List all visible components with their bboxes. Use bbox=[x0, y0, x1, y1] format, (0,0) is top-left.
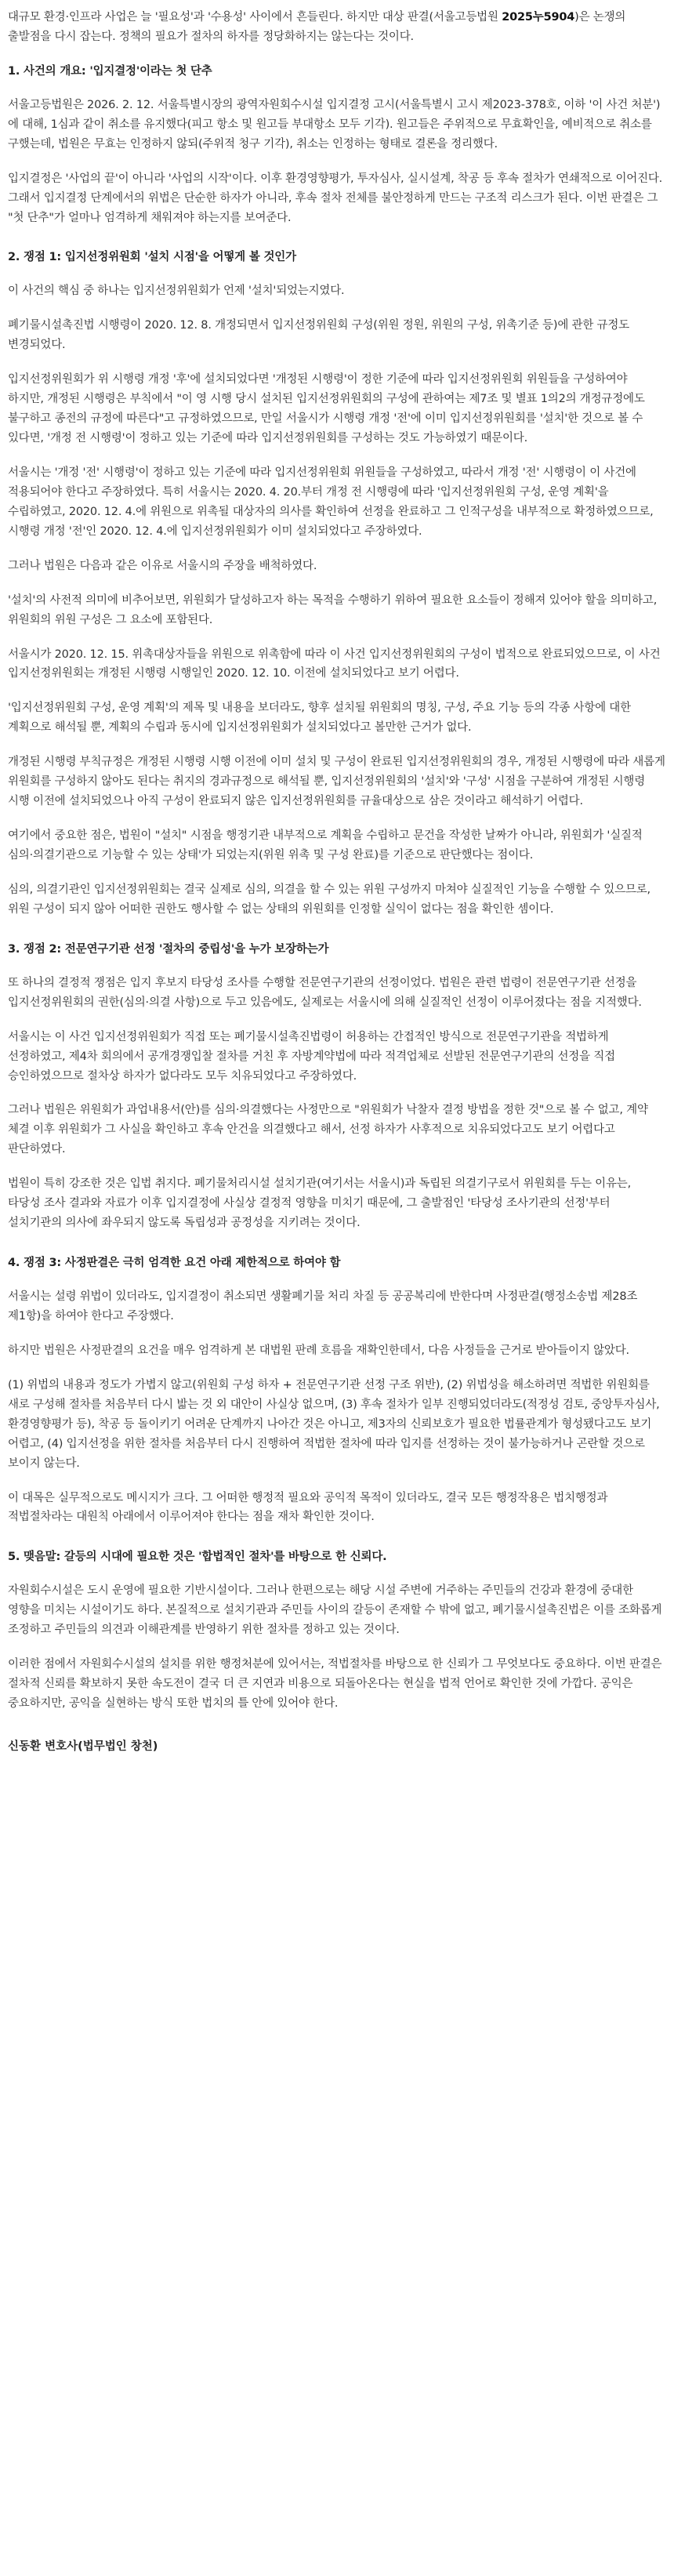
section-heading: 1. 사건의 개요: '입지결정'이라는 첫 단추 bbox=[8, 64, 212, 78]
paragraph: 자원회수시설은 도시 운영에 필요한 기반시설이다. 그러나 한편으로는 해당 시설 주변에 거주하는 주민들의 건강과 환경에 중대한 영향을 미치는 시설이기도 하다. 본질적으로 설치기관과 주민들 사이의 갈등이 존재할 수 밖에 없고, 폐기물시설촉진법은 이를 조화롭게 조정하고 주민들의 의견과 이해관계를 반영하기 위한 절차를 정하고 있는 것이다. bbox=[8, 1584, 662, 1637]
paragraph: (1) 위법의 내용과 정도가 가볍지 않고(위원회 구성 하자 + 전문연구기관 선정 구조 위반), (2) 위법성을 해소하려면 적법한 위원회를 새로 구성해 절차를 처음부터 다시 밟는 것 외 대안이 사실상 없으며, (3) 후속 절차가 일부 진행되었더라도(적정성 검토, 중앙투자심사, 환경영향평가 등), 착공 등 돌이키기 어려운 단계까지 나아간 것은 아니고, 제3자의 신뢰보호가 필요한 법률관계가 형성됐다고도 보기 어렵고, (4) 입지선정을 위한 절차를 처음부터 다시 진행하여 적법한 절차에 따라 입지를 선정하는 것이 불가능하거나 곤란할 것으로 보이지 않는다. bbox=[8, 1378, 660, 1470]
paragraph: 서울시는 이 사건 입지선정위원회가 직접 또는 폐기물시설촉진법령이 허용하는 간접적인 방식으로 전문연구기관을 적법하게 선정하였고, 제4차 회의에서 공개경쟁입찰 절차를 거친 후 자방계약법에 따라 적격업체로 선발된 전문연구기관의 선정을 직접 승인하였으므로 절차상 하자가 없다라도 모두 치유되었다고 주장하였다. bbox=[8, 1030, 615, 1083]
paragraph: 그러나 법원은 위원회가 과업내용서(안)를 심의·의결했다는 사정만으로 "위원회가 낙찰자 결정 방법을 정한 것"으로 볼 수 없고, 계약 체결 이후 위원회가 그 사실을 확인하고 후속 안건을 의결했다고 해서, 선정 하자가 사후적으로 치유되었다고도 보기 어렵다고 판단하였다. bbox=[8, 1104, 648, 1156]
section-heading: 2. 쟁점 1: 입지선정위원회 '설치 시점'을 어떻게 볼 것인가 bbox=[8, 251, 296, 264]
paragraph: '입지선정위원회 구성, 운영 계획'의 제목 및 내용을 보더라도, 향후 설치될 위원회의 명칭, 구성, 주요 기능 등의 각종 사항에 대한 계획으로 해석될 뿐, 계획의 수립과 동시에 입지선정위원회가 설치되었다고 볼만한 근거가 없다. bbox=[8, 702, 631, 735]
paragraph: 법원이 특히 강조한 것은 입법 취지다. 폐기물처리시설 설치기관(여기서는 서울시)과 독립된 의결기구로서 위원회를 두는 이유는, 타당성 조사 결과와 자료가 이후 입지결정에 사실상 결정적 영향을 미치기 때문에, 그 출발점인 '타당성 조사기관의 선정'부터 설치기관의 의사에 좌우되지 않도록 독립성과 공정성을 지키려는 것이다. bbox=[8, 1177, 632, 1230]
paragraph: 하지만 법원은 사정판결의 요건을 매우 엄격하게 본 대법원 판례 흐름을 재확인한데서, 다음 사정들을 근거로 받아들이지 않았다. bbox=[8, 1344, 629, 1357]
paragraph: 이 사건의 핵심 중 하나는 입지선정위원회가 언제 '설치'되었는지였다. bbox=[8, 285, 345, 298]
paragraph: 개정된 시행령 부칙규정은 개정된 시행령 시행 이전에 이미 설치 및 구성이 완료된 입지선정위원회의 경우, 개정된 시행령에 따라 새롭게 위원회를 구성하지 않아도 된다는 취지의 경과규정으로 해석될 뿐, 입지선정위원회의 '설치'와 '구성' 시점을 구분하여 개정된 시행령 시행 이전에 설치되었으나 아직 구성이 완료되지 않은 입지선정위원회를 규율대상으로 삼은 것이라고 해석하기 어렵다. bbox=[8, 756, 665, 808]
author-signature: 신동환 변호사(법무법인 창천) bbox=[8, 1740, 158, 1753]
paragraph: 서울시는 설령 위법이 있더라도, 입지결정이 취소되면 생활폐기물 처리 차질 등 공공복리에 반한다며 사정판결(행정소송법 제28조 제1항)을 하여야 한다고 주장했다. bbox=[8, 1290, 638, 1322]
paragraph: 입지결정은 '사업의 끝'이 아니라 '사업의 시작'이다. 이후 환경영향평가, 투자심사, 실시설계, 착공 등 후속 절차가 연쇄적으로 이어진다. 그래서 입지결정 단계에서의 위법은 단순한 하자가 아니라, 후속 절차 전체를 불안정하게 만드는 구조적 리스크가 된다. 이번 판결은 그 "첫 단추"가 얼마나 엄격하게 채워져야 하는지를 보여준다. bbox=[8, 172, 663, 224]
paragraph: 폐기물시설촉진법 시행령이 2020. 12. 8. 개정되면서 입지선정위원회 구성(위원 정원, 위원의 구성, 위촉기준 등)에 관한 규정도 변경되었다. bbox=[8, 319, 629, 352]
intro-text-before: 대규모 환경·인프라 사업은 늘 '필요성'과 '수용성' 사이에서 흔들린다. 하지만 대상 판결(서울고등법원 bbox=[8, 11, 502, 24]
paragraph: 또 하나의 결정적 쟁점은 입지 후보지 타당성 조사를 수행할 전문연구기관의 선정이었다. 법원은 관련 법령이 전문연구기관 선정을 입지선정위원회의 권한(심의·의결 사항)으로 두고 있음에도, 실제로는 서울시에 의해 실질적인 선정이 이루어졌다는 점을 지적했다. bbox=[8, 976, 642, 1009]
paragraph: 서울시가 2020. 12. 15. 위촉대상자들을 위원으로 위촉함에 따라 이 사건 입지선정위원회의 구성이 법적으로 완료되었으므로, 이 사건 입지선정위원회는 개정된 시행령 시행일인 2020. 12. 10. 이전에 설치되었다고 보기 어렵다. bbox=[8, 648, 661, 680]
paragraph: 서울고등법원은 2026. 2. 12. 서울특별시장의 광역자원회수시설 입지결정 고시(서울특별시 고시 제2023-378호, 이하 '이 사건 처분')에 대해, 1심과 같이 취소를 유지했다(피고 항소 및 원고들 부대항소 모두 기각). 원고들은 주위적으로 무효확인을, 예비적으로 취소를 구했는데, 법원은 무효는 인정하지 않되(주위적 청구 기각), 취소는 인정하는 형태로 결론을 정리했다. bbox=[8, 98, 661, 151]
paragraph: 이러한 점에서 자원회수시설의 설치를 위한 행정처분에 있어서는, 적법절차를 바탕으로 한 신뢰가 그 무엇보다도 중요하다. 이번 판결은 절차적 신뢰를 확보하지 못한 속도전이 결국 더 큰 지연과 비용으로 되돌아온다는 현실을 법적 언어로 확인한 것에 가깝다. 공익은 중요하지만, 공익을 실현하는 방식 또한 법치의 틀 안에 있어야 한다. bbox=[8, 1658, 662, 1710]
section-heading: 5. 맺음말: 갈등의 시대에 필요한 것은 '합법적인 절차'를 바탕으로 한 신뢰다. bbox=[8, 1551, 387, 1564]
paragraph: 그러나 법원은 다음과 같은 이유로 서울시의 주장을 배척하였다. bbox=[8, 559, 317, 572]
case-number: 2025누5904 bbox=[502, 11, 575, 24]
section-heading: 3. 쟁점 2: 전문연구기관 선정 '절차의 중립성'을 누가 보장하는가 bbox=[8, 942, 329, 956]
paragraph: 심의, 의결기관인 입지선정위원회는 결국 실제로 심의, 의결을 할 수 있는 위원 구성까지 마쳐야 실질적인 기능을 수행할 수 있으므로, 위원 구성이 되지 않아 어떠한 권한도 행사할 수 없는 상태의 위원회를 인정할 실익이 없다는 점을 확인한 셈이다. bbox=[8, 883, 650, 916]
paragraph: 입지선정위원회가 위 시행령 개정 '후'에 설치되었다면 '개정된 시행령'이 정한 기준에 따라 입지선정위원회 위원들을 구성하여야 하지만, 개정된 시행령은 부칙에서 "이 영 시행 당시 설치된 입지선정위원회의 구성에 관하여는 제7조 및 별표 1의2의 개정규정에도 불구하고 종전의 규정에 따른다"고 규정하였으므로, 만일 서울시가 시행령 개정 '전'에 이미 입지선정위원회를 '설치'한 것으로 볼 수 있다면, '개정 전 시행령'이 정하고 있는 기준에 따라 입지선정위원회를 구성하는 것도 가능하였기 때문이다. bbox=[8, 373, 645, 444]
article-body bbox=[8, 0, 666, 1783]
paragraph: 여기에서 중요한 점은, 법원이 "설치" 시점을 행정기관 내부적으로 계획을 수립하고 문건을 작성한 날짜가 아니라, 위원회가 '실질적 심의·의결기관으로 기능할 수 있는 상태'가 되었는지(위원 위촉 및 구성 완료)를 기준으로 판단했다는 점이다. bbox=[8, 829, 643, 862]
section-heading: 4. 쟁점 3: 사정판결은 극히 엄격한 요건 아래 제한적으로 하여야 함 bbox=[8, 1257, 341, 1270]
intro-text-after: )은 논쟁의 출발점을 다시 잡는다. 정책의 필요가 절차의 하자를 정당화하지는 않는다는 것이다. bbox=[8, 11, 626, 43]
paragraph: 이 대목은 실무적으로도 메시지가 크다. 그 어떠한 행정적 필요와 공익적 목적이 있더라도, 결국 모든 행정작용은 법치행정과 적법절차라는 대원칙 아래에서 이루어져야 한다는 점을 재차 확인한 것이다. bbox=[8, 1491, 608, 1524]
paragraph: '설치'의 사전적 의미에 비추어보면, 위원회가 달성하고자 하는 목적을 수행하기 위하여 필요한 요소들이 정해져 있어야 할을 의미하고, 위원회의 위원 구성은 그 요소에 포함된다. bbox=[8, 593, 658, 626]
paragraph: 서울시는 '개정 '전' 시행령'이 정하고 있는 기준에 따라 입지선정위원회 위원들을 구성하였고, 따라서 개정 '전' 시행령이 이 사건에 적용되어야 한다고 주장하였다. 특히 서울시는 2020. 4. 20.부터 개정 전 시행령에 따라 '입지선정위원회 구성, 운영 계획'을 수립하였고, 2020. 12. 4.에 위원으로 위촉될 대상자의 의사를 확인하여 선정을 완료하고 그 인적구성을 내부적으로 확정하였으므로, 시행령 개정 '전'인 2020. 12. 4.에 입지선정위원회가 이미 설치되었다고 주장하였다. bbox=[8, 466, 654, 538]
intro-paragraph bbox=[8, 8, 666, 47]
